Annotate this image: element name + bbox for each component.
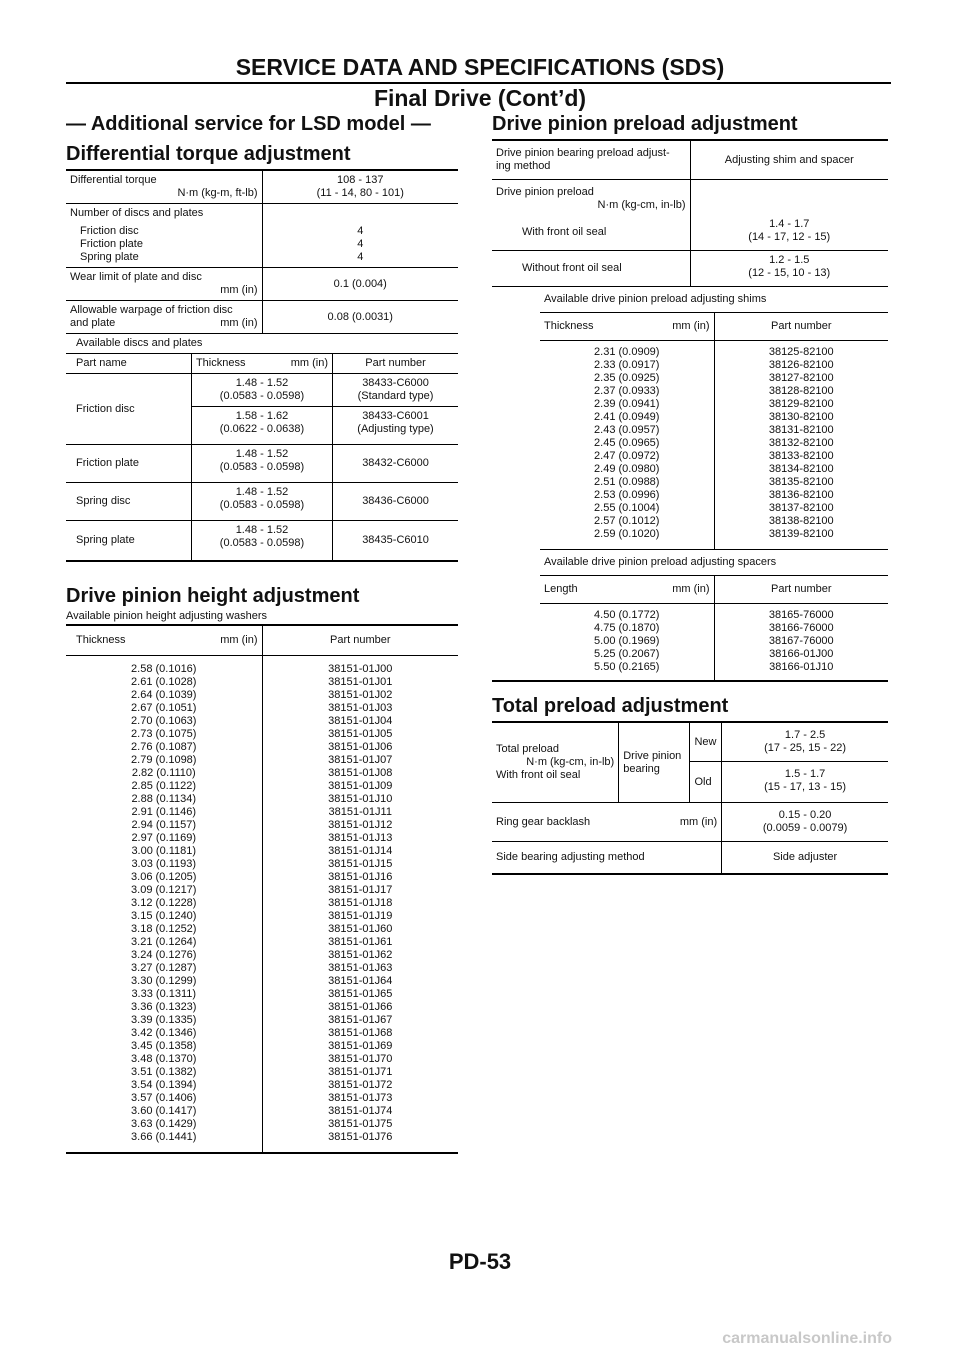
new-label: New — [690, 722, 722, 762]
bearing-label: Drive pinion — [623, 749, 682, 762]
col-part-number: Part number — [365, 357, 426, 369]
col-part-number: Part number — [770, 320, 832, 332]
col-unit: mm (in) — [220, 634, 258, 646]
shim-part-list: 38125-82100 38126-82100 38127-82100 38128-82100 38129-82100 38130-82100 38131-82100 38132-82100 38133-82100 38134-82100 38135-82100 38136-82100 38137-82100 38138-82100 38139-82100 — [768, 346, 834, 540]
part-name: Spring plate — [66, 521, 191, 562]
torque-value-alt: (11 - 14, 80 - 101) — [316, 187, 404, 199]
new-value: 1.7 - 2.5 — [784, 729, 826, 741]
thickness-value-in: (0.0583 - 0.0598) — [219, 499, 305, 511]
disc-name: Friction plate — [80, 238, 143, 250]
page-number: PD-53 — [448, 1249, 512, 1274]
with-seal-value: 1.4 - 1.7 — [769, 218, 810, 230]
old-label: Old — [690, 762, 722, 803]
with-seal-label: With front oil seal — [492, 215, 690, 251]
lsd-banner: — Additional service for LSD model — — [66, 113, 431, 135]
thickness-value: 1.48 - 1.52 — [235, 448, 289, 460]
disc-count: 4 — [357, 225, 364, 237]
side-bearing-label: Side bearing adjusting method — [492, 842, 722, 875]
thickness-value-in: (0.0583 - 0.0598) — [219, 390, 305, 402]
shim-thickness-list: 2.31 (0.0909) 2.33 (0.0917) 2.35 (0.0925) 2.37 (0.0933) 2.39 (0.0941) 2.41 (0.0949) 2.43 (0.0957) 2.45 (0.0965) 2.47 (0.0972) 2.49 (0.0980) 2.51 (0.0988) 2.53 (0.0996) 2.55 (0.1004) 2.57 (0.1012) 2.59 (0.1020) — [540, 341, 714, 550]
with-seal-value-alt: (14 - 17, 12 - 15) — [748, 231, 831, 243]
shims-label: Available drive pinion preload adjusting shims — [544, 293, 767, 305]
part-type: (Standard type) — [357, 390, 434, 402]
torque-unit: N·m (kg-m, ft-lb) — [177, 187, 258, 199]
document-title: SERVICE DATA AND SPECIFICATIONS (SDS) — [235, 54, 725, 80]
thickness-value-in: (0.0583 - 0.0598) — [219, 461, 305, 473]
col-part-number: Part number — [770, 583, 832, 595]
without-seal-value: 1.2 - 1.5 — [769, 254, 810, 266]
spacers-label: Available drive pinion preload adjusting spacers — [544, 556, 777, 568]
available-discs-table — [66, 334, 458, 562]
friction-disc-label: Friction disc — [66, 374, 191, 445]
part-number: 38432-C6000 — [362, 457, 429, 469]
col-unit: mm (in) — [672, 583, 710, 595]
side-bearing-value: Side adjuster — [772, 851, 838, 863]
col-unit: mm (in) — [672, 320, 710, 332]
available-discs-label: Available discs and plates — [76, 337, 203, 349]
backlash-value: 0.15 - 0.20 — [778, 809, 832, 821]
preload-shims-table — [540, 287, 888, 680]
total-preload-table — [492, 721, 888, 875]
disc-name: Spring plate — [80, 251, 139, 263]
old-value: 1.5 - 1.7 — [784, 768, 826, 780]
thickness-value-in: (0.0622 - 0.0638) — [219, 423, 305, 435]
backlash-unit: mm (in) — [679, 815, 718, 828]
part-type: (Adjusting type) — [357, 423, 434, 435]
washer-thickness-list: 2.58 (0.1016) 2.61 (0.1028) 2.64 (0.1039) 2.67 (0.1051) 2.70 (0.1063) 2.73 (0.1075) 2.76 (0.1087) 2.79 (0.1098) 2.82 (0.1110) 2.85 (0.1122) 2.88 (0.1134) 2.91 (0.1146) 2.94 (0.1157) 2.97 (0.1169) 3.00 (0.1181) 3.03 (0.1193) 3.06 (0.1205) 3.09 (0.1217) 3.12 (0.1228) 3.15 (0.1240) 3.18 (0.1252) 3.21 (0.1264) 3.24 (0.1276) 3.27 (0.1287) 3.30 (0.1299) 3.33 (0.1311) 3.36 (0.1323) 3.39 (0.1335) 3.42 (0.1346) 3.45 (0.1358) 3.48 (0.1370) 3.51 (0.1382) 3.54 (0.1394) 3.57 (0.1406) 3.60 (0.1417) 3.63 (0.1429) 3.66 (0.1441) — [66, 656, 262, 1154]
part-number: 38433-C6001 — [362, 410, 429, 422]
preload-label: Drive pinion preload — [496, 186, 594, 198]
method-label-cont: ing method — [496, 160, 551, 172]
without-seal-label: Without front oil seal — [492, 251, 690, 287]
disc-count: 4 — [357, 251, 364, 263]
part-name: Spring disc — [66, 483, 191, 521]
preload-table-bottom-rule — [492, 680, 888, 682]
watermark: carmanualsonline.info — [722, 1330, 892, 1347]
total-preload-heading: Total preload adjustment — [492, 695, 729, 717]
method-value: Adjusting shim and spacer — [724, 153, 854, 166]
pinion-height-subtitle: Available pinion height adjusting washers — [66, 610, 267, 622]
torque-label: Differential torque — [70, 174, 157, 186]
old-value-alt: (15 - 17, 13 - 15) — [764, 781, 847, 793]
washer-part-list: 38151-01J00 38151-01J01 38151-01J02 38151-01J03 38151-01J04 38151-01J05 38151-01J06 38151-01J07 38151-01J08 38151-01J09 38151-01J10 38151-01J11 38151-01J12 38151-01J13 38151-01J14 38151-01J15 38151-01J16 38151-01J17 38151-01J18 38151-01J19 38151-01J60 38151-01J61 38151-01J62 38151-01J63 38151-01J64 38151-01J65 38151-01J66 38151-01J67 38151-01J68 38151-01J69 38151-01J70 38151-01J71 38151-01J72 38151-01J73 38151-01J74 38151-01J75 38151-01J76 — [328, 663, 393, 1143]
without-seal-value-alt: (12 - 15, 10 - 13) — [748, 267, 831, 279]
part-number: 38433-C6000 — [362, 377, 429, 389]
disc-name: Friction disc — [80, 225, 139, 237]
discs-label: Number of discs and plates — [70, 207, 204, 219]
col-thickness: Thickness — [195, 357, 246, 369]
col-length: Length — [544, 583, 578, 595]
col-part-name: Part name — [66, 354, 191, 374]
pinion-height-table — [66, 624, 458, 1154]
warpage-label: Allowable warpage of friction disc — [70, 304, 233, 316]
warpage-value: 0.08 (0.0031) — [327, 310, 393, 323]
thickness-value: 1.48 - 1.52 — [235, 377, 289, 389]
pinion-height-heading: Drive pinion height adjustment — [66, 585, 360, 607]
wear-value: 0.1 (0.004) — [333, 277, 387, 290]
thickness-value: 1.48 - 1.52 — [235, 486, 289, 498]
header-divider — [66, 82, 891, 84]
spacer-part-list: 38165-76000 38166-76000 38167-76000 38166-01J00 38166-01J10 — [768, 609, 834, 673]
total-preload-unit: N·m (kg-cm, in-lb) — [526, 756, 615, 768]
method-label: Drive pinion bearing preload adjust- — [496, 147, 670, 159]
bearing-label-cont: bearing — [623, 762, 660, 775]
warpage-unit: mm (in) — [220, 317, 258, 329]
thickness-value-in: (0.0583 - 0.0598) — [219, 537, 305, 549]
thickness-value: 1.48 - 1.52 — [235, 524, 289, 536]
new-value-alt: (17 - 25, 15 - 22) — [764, 742, 847, 754]
section-title: Final Drive (Cont’d) — [373, 85, 587, 111]
spacer-length-list: 4.50 (0.1772) 4.75 (0.1870) 5.00 (0.1969) 5.25 (0.2067) 5.50 (0.2165) — [540, 604, 714, 681]
col-thickness: Thickness — [544, 320, 594, 332]
backlash-label: Ring gear backlash — [496, 815, 591, 828]
col-thickness: Thickness — [76, 634, 126, 646]
part-name: Friction plate — [66, 445, 191, 483]
part-number: 38435-C6010 — [362, 534, 429, 546]
wear-unit: mm (in) — [220, 284, 258, 296]
right-column — [492, 112, 888, 875]
pinion-preload-heading: Drive pinion preload adjustment — [492, 113, 798, 135]
differential-torque-table — [66, 169, 458, 333]
col-part-number: Part number — [329, 634, 391, 646]
left-column — [66, 112, 458, 1154]
preload-unit: N·m (kg-cm, in-lb) — [597, 199, 686, 211]
wear-label: Wear limit of plate and disc — [70, 271, 202, 283]
thickness-value: 1.58 - 1.62 — [235, 410, 289, 422]
total-preload-label: Total preload — [496, 743, 559, 755]
col-unit: mm (in) — [290, 357, 329, 369]
torque-value: 108 - 137 — [337, 174, 384, 186]
pinion-preload-table — [492, 139, 888, 287]
disc-count: 4 — [357, 238, 364, 250]
warpage-label-cont: and plate — [70, 317, 116, 329]
backlash-value-alt: (0.0059 - 0.0079) — [762, 822, 848, 834]
differential-torque-heading: Differential torque adjustment — [66, 143, 351, 165]
total-preload-seal: With front oil seal — [496, 769, 581, 781]
part-number: 38436-C6000 — [362, 495, 429, 507]
